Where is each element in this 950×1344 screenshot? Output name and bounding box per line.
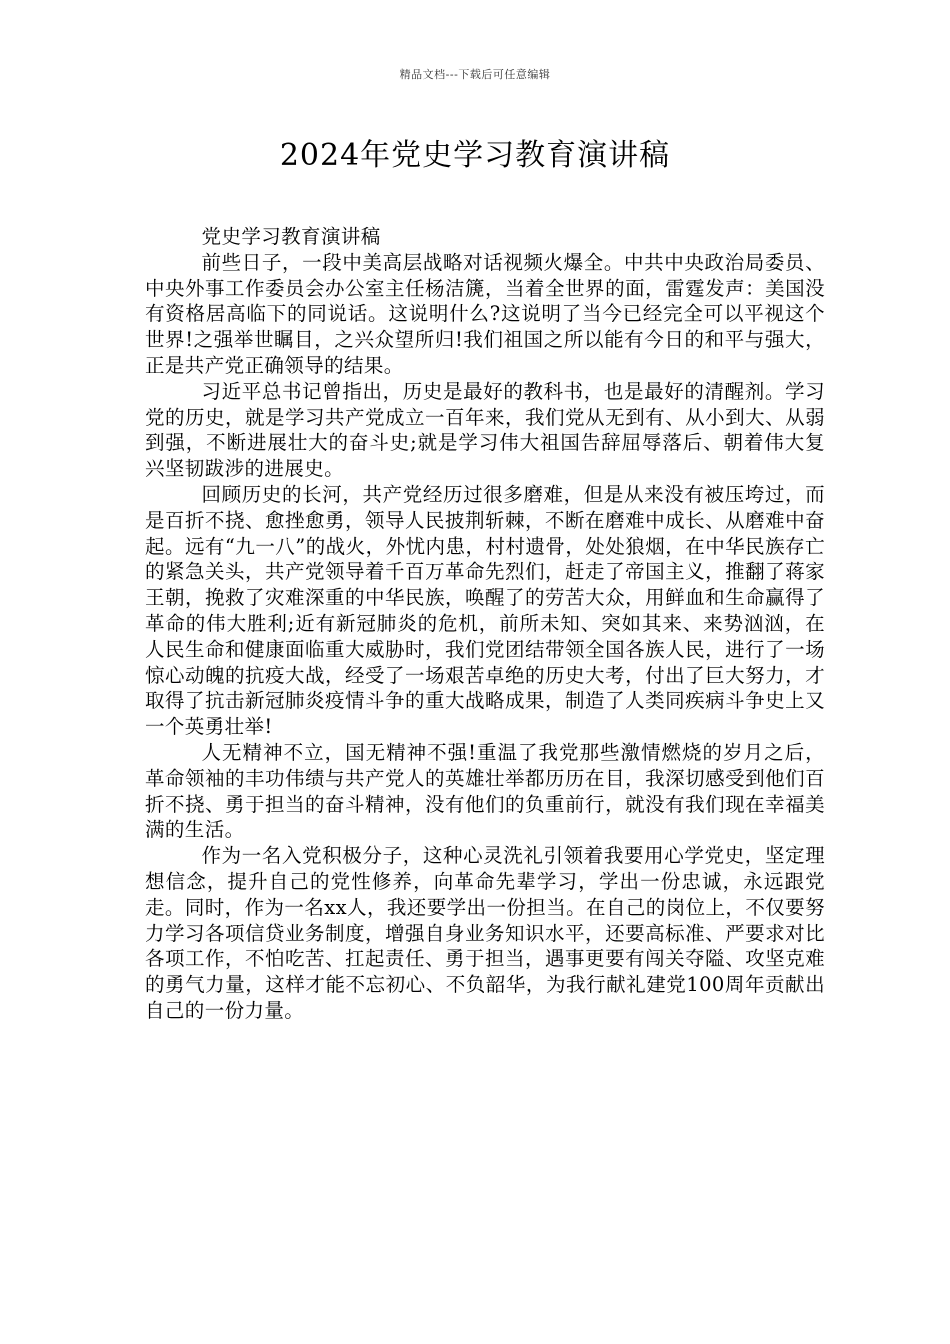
document-title: 2024年党史学习教育演讲稿 bbox=[279, 138, 671, 173]
paragraph: 前些日子，一段中美高层战略对话视频火爆全。中共中央政治局委员、中央外事工作委员会办公室主任杨洁篪，当着全世界的面，雷霆发声：美国没有资格居高临下的同说话。这说明什么?这说明了当今已经完全可以平视这个世界!之强举世瞩目，之兴众望所归!我们祖国之所以能有今日的和平与强大，正是共产党正确领导的结果。 bbox=[145, 250, 825, 377]
paragraph: 作为一名入党积极分子，这种心灵洗礼引领着我要用心学党史，坚定理想信念，提升自己的党性修养，向革命先辈学习，学出一份忠诚，永远跟党走。同时，作为一名xx人，我还要学出一份担当。在自己的岗位上，不仅要努力学习各项信贷业务制度，增强自身业务知识水平，还要高标准、严要求对比各项工作，不怕吃苦、扛起责任、勇于担当，遇事更要有闯关夺隘、攻坚克难的勇气力量，这样才能不忘初心、不负韶华，为我行献礼建党100周年贡献出自己的一份力量。 bbox=[145, 844, 825, 1022]
paragraph: 习近平总书记曾指出，历史是最好的教科书，也是最好的清醒剂。学习党的历史，就是学习共产党成立一百年来，我们党从无到有、从小到大、从弱到强，不断进展壮大的奋斗史;就是学习伟大祖国告辞屈辱落后、朝着伟大复兴坚韧跋涉的进展史。 bbox=[145, 379, 825, 481]
paragraph-subtitle: 党史学习教育演讲稿 bbox=[201, 225, 381, 248]
paragraph: 回顾历史的长河，共产党经历过很多磨难，但是从来没有被压垮过，而是百折不挠、愈挫愈勇，领导人民披荆斩棘，不断在磨难中成长、从磨难中奋起。远有“九一八”的战火，外忧内患，村村遗骨，处处狼烟，在中华民族存亡的紧急关头，共产党领导着千百万革命先烈们，赶走了帝国主义，推翻了蒋家王朝，挽救了灾难深重的中华民族，唤醒了的劳苦大众，用鲜血和生命赢得了革命的伟大胜利;近有新冠肺炎的危机，前所未知、突如其来、来势汹汹，在人民生命和健康面临重大威胁时，我们党团结带领全国各族人民，进行了一场惊心动魄的抗疫大战，经受了一场艰苦卓绝的历史大考，付出了巨大努力，才取得了抗击新冠肺炎疫情斗争的重大战略成果，制造了人类同疾病斗争史上又一个英勇壮举! bbox=[145, 482, 825, 739]
header-note: 精品文档---下载后可任意编辑 bbox=[399, 68, 551, 81]
document-body bbox=[145, 224, 825, 1024]
paragraph: 人无精神不立，国无精神不强!重温了我党那些激情燃烧的岁月之后，革命领袖的丰功伟绩与共产党人的英雄壮举都历历在目，我深切感受到他们百折不挠、勇于担当的奋斗精神，没有他们的负重前行，就没有我们现在幸福美满的生活。 bbox=[145, 740, 825, 842]
